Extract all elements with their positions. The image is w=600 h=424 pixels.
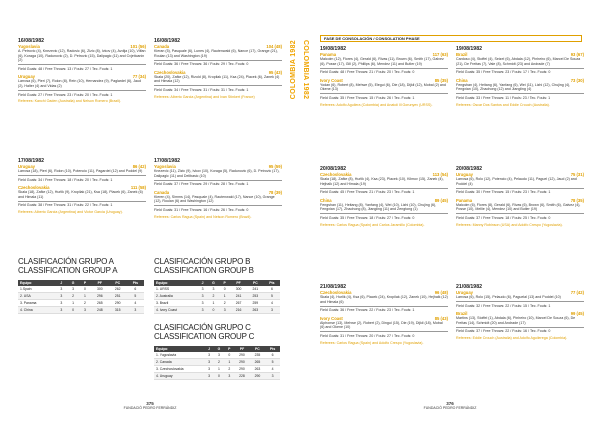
standings-title-es: CLASIFICACIÓN GRUPO B [154,257,251,266]
game-date: 20/08/1982 [320,166,346,172]
stat-cell: 5 [265,359,280,366]
divider [456,301,584,302]
stat-cell: 259 [247,300,264,307]
team-score: 101 (56) [130,44,146,49]
team-score: 96 (48) [434,290,448,295]
stat-cell: 300 [91,286,109,293]
stat-cell: 267 [230,300,247,307]
stat-cell: 3 [56,286,67,293]
stat-cell: 1 [79,293,91,300]
table-row [18,293,144,300]
stat-cell: 3 [56,300,67,307]
team-score: 89 (45) [434,197,448,203]
team-name: Canada [154,189,170,195]
divider [154,60,282,61]
footer-text: FUNDACIÓ PEDRO FERRÁNDIZ [423,406,477,410]
players-list: A. Petrovic (4), Knezevic (12), Radovic (6), Zizic (8), Ivkov (4), Avdija (10), Vilfan (6), Koraga (10), Radunovic (2), D. Petrovic (15), Dalipagic (11) and Cvjeticanin (2) [18,49,146,63]
team-name: Ivory Coast [320,77,343,83]
column-header: PC [250,346,265,352]
stat-cell: 0 [79,286,91,293]
team-cell: 2. Canada [154,359,204,366]
stat-cell: 2 [219,300,230,307]
team-name: Brazil [456,52,468,57]
team-cell: 4. Uruguay [154,373,204,380]
divider [320,68,448,69]
team-name: Panama [320,52,337,57]
field-goals: Field Goals: 35 / Free Throws: 23 / Fouls: 17 / Tec. Fouls: 0 [456,70,551,75]
divider [18,90,146,91]
referees: Referees: Manny Robinson (USA) and Adolfo Crespo (Yugoslavia). [456,222,563,227]
stat-cell: 296 [91,293,109,300]
column-header: J [197,280,207,286]
team-score: 77 (34) [132,74,146,80]
field-goals: Field Goals: 34 / Free Throws: 31 / Fouls: 31 / Tec. Fouls: 1 [154,87,249,92]
team-score: 93 (67) [570,52,584,57]
game-date: 16/08/1982 [154,38,180,44]
column-header: J [56,280,67,286]
stat-cell: 290 [234,359,249,366]
column-header: Equipo [18,280,56,286]
field-goals: Field Goals: 31 / Free Throws: 16 / Fouls: 26 / Tec. Fouls: 0 [154,207,249,212]
stat-cell: 216 [230,307,247,314]
standings-table [18,280,144,314]
divider [320,188,448,189]
stat-cell: 5 [264,293,280,300]
referees: Referees: Kanchi Oaden (Australia) and Nelson Romero (Brazil). [18,99,122,104]
table-row [154,293,280,300]
team-name: Czechoslovakia [320,172,352,177]
players-list: Larrosa (6), Pieri (7), Rolon (8), Rein (10), Hernandez (9), Paglardel (6), Jaud (2), Halter (4) and Vidas (2) [18,79,142,88]
right-page [300,0,600,424]
stat-cell: 5 [127,293,144,300]
game-date: 21/08/1982 [320,284,346,290]
referees: Referees: Carlos Ragua (Spain) and Nelson Romero (Brazil). [154,214,252,219]
team-score: 78 (39) [268,189,282,195]
page-footer [0,401,300,410]
team-score: 111 (58) [130,185,146,191]
team-cell: 2. Australia [154,293,197,300]
divider [18,201,146,202]
side-tab-left: COLOMBIA 1982 [290,40,297,100]
team-name: China [456,77,468,83]
field-goals: Field Goals: 38 / Free Throws: 31 / Fouls: 22 / Tec. Fouls: 1 [18,203,113,208]
stat-cell: 315 [109,307,127,314]
stat-cell: 2 [79,300,91,307]
stat-cell: 262 [109,286,127,293]
team-score: 75 (31) [570,172,584,177]
stat-cell: 3 [214,352,225,359]
game-date: 19/08/1982 [320,46,346,52]
stat-cell: 1 [224,359,234,366]
column-header: Pts [265,346,280,352]
table-row [154,300,280,307]
stat-cell: 241 [230,293,247,300]
team-score: 73 (30) [570,77,584,83]
stat-cell: 3 [204,373,213,380]
team-cell: 1.Spain [18,286,56,293]
team-name: Yugoslavia [154,164,176,169]
team-name: Czechoslovakia [320,290,352,295]
players-list: Kieran (5), Pasquale (6), Lunes (4), Rautenwald (6), Nance (17), Grange (21), Roulan (13) and Washington (19) [154,49,278,58]
column-header: P [79,280,91,286]
team-score: 85 (43) [434,315,448,321]
table-row [154,359,280,366]
divider [456,68,584,69]
stat-cell: 300 [230,286,247,293]
standings-body [18,286,144,314]
standings-body [154,286,280,314]
stat-cell: 253 [247,293,264,300]
stat-cell: 251 [109,293,127,300]
stat-cell: 0 [67,307,79,314]
standings-title-en: CLASSIFICATION GROUP A [18,265,118,275]
team-name: Uruguay [456,290,473,295]
stat-cell: 3 [56,307,67,314]
stat-cell: 6 [127,286,144,293]
column-header: G [208,280,220,286]
team-score: 99 (45) [570,311,584,317]
column-header: G [67,280,79,286]
phase-title: FASE DE CONSOLACIÓN / CONSOLATION PHASE [320,35,582,42]
stat-cell: 3 [56,293,67,300]
stat-cell: 3 [264,307,280,314]
referees: Referees: Alberto Garcia (Argentina) and Ivan Stinkert (France) [154,94,255,99]
stat-cell: 3 [265,373,280,380]
page-number: 376 [446,401,454,406]
team-cell: 3. Brazil [154,300,197,307]
game-block [456,166,584,227]
stat-cell: 3 [197,293,207,300]
field-goals: Field Goals: 34 / Free Throws: 18 / Fouls: 20 / Tec. Fouls: 1 [18,177,113,182]
stat-cell: 0 [208,307,220,314]
stat-cell: 3 [197,307,207,314]
players-list: Larrosa (6), Rolo (12), Potencio (4), Pelaudo (11), Paguel (12), Jaud (2) and Poddel (4) [456,177,577,186]
stat-cell: 4 [265,366,280,373]
table-row [154,307,280,314]
field-goals: Field Goals: 33 / Free Throws: 11 / Fouls: 23 / Tec. Fouls: 1 [456,95,551,100]
game-block [320,284,448,345]
players-list: Knezevic (11), Zizic (9), Ivkov (10), Koraga (5), Radunovic (6), D. Petrovic (17), Dalipagic (11) and Delibasic (10) [154,169,280,178]
stat-cell: 2 [224,366,234,373]
game-date: 17/08/1982 [154,158,180,164]
column-header: Pts [264,280,280,286]
column-header: Pts [127,280,144,286]
divider [154,85,282,86]
footer-text: FUNDACIÓ PEDRO FERRÁNDIZ [123,406,177,410]
stat-cell: 3 [197,286,207,293]
game-block [320,166,448,227]
column-header: PF [230,280,247,286]
players-list: Fengshan (4), Heitang (6), Yanfang (6), Wei (11), Lizhi (12), Chujing (4), Fengxian (10), Zhaohong (12) and Jiangling (4) [456,82,571,92]
team-name: Yugoslavia [18,44,40,49]
stat-cell: 290 [234,352,249,359]
standings-title [154,258,254,275]
game-date: 16/08/1982 [18,38,44,44]
game-block [18,38,146,104]
standings-table [154,280,280,314]
players-list: Skala (18), Zafke (12), Hurlik (9), Kropilak (21), Ksa (18), Placek (6), Zanek (6) and Himala (11) [18,190,143,199]
game-block [154,158,282,219]
players-list: Skala (18), Zafke (8), Hurlik (4), Ksa (23), Placek (10), Kilmov (15), Zanek (4), Hejhalk (12) and Himala (19) [320,177,444,186]
team-score: 86 (42) [132,164,146,169]
players-list: Larrosa (18), Pieri (6), Rolon (10), Potencio (11), Pagardel (12) and Poddel (9) [18,169,143,173]
stat-cell: 265 [250,359,265,366]
stat-cell: 2 [214,359,225,366]
stat-cell: 1 [67,300,79,307]
game-block [18,158,146,215]
players-list: Larrosa (6), Rolo (15), Pelaudo (6), Paguelal (13) and Poddel (10) [456,295,561,299]
standings-title-es: CLASIFICACIÓN GRUPO C [154,323,251,332]
team-name: Brazil [456,311,468,317]
field-goals: Field Goals: 36 / Free Throws: 36 / Fouls: 29 / Tec. Fouls: 0 [154,62,249,67]
divider [320,93,448,94]
divider [456,93,584,94]
divider [154,205,282,206]
team-name: Czechoslovakia [18,185,50,191]
players-list: Malcolm (12), Flores (4), Gerald (6), Rivas (11), Brown (6), Smith (17), Galvez (6), Posse (17), Gill (2), Phillips (6), Mendez (11) and Butler (19) [320,57,444,66]
stat-cell: 3 [127,307,144,314]
field-goals: Field Goals: 35 / Free Throws: 18 / Fouls: 27 / Tec. Fouls: 0 [320,215,415,220]
team-cell: 3. Czechoslovakia [154,366,204,373]
game-date: 21/08/1982 [456,284,482,290]
standings-body [154,352,280,380]
team-cell: 2. USA [18,293,56,300]
team-cell: 1. URSS [154,286,197,293]
column-header: J [204,346,213,352]
field-goals: Field Goals: 32 / Free Throws: 22 / Fouls: 15 / Tec. Fouls: 1 [456,303,551,308]
stat-cell: 241 [247,286,264,293]
column-header: Equipo [154,346,204,352]
players-list: Martins (13), Stoffel (1), Abdala (6), Pinheiro (10), Marcel De Souza (6), De Freitas (14), Schmidt (20) and Andrade (17) [456,316,576,325]
standings-table [154,346,280,380]
players-list: Skala (20), Zafke (12), Rizold (8), Kropilak (11), Ksa (24), Placek (6), Zanek (4) and Himala (12) [154,74,280,84]
divider [320,213,448,214]
team-score: 117 (63) [432,52,448,57]
game-block [154,38,282,99]
field-goals: Field Goals: 36 / Free Throws: 22 / Fouls: 23 / Tec. Fouls: 1 [320,308,415,313]
stat-cell: 6 [264,286,280,293]
team-name: Canada [154,44,170,49]
table-row [154,373,280,380]
players-list: Kieren (4), Simms (14), Pasquale (4), Rautenwald (17), Nance (10), Grange (12), Roulan (6) and Washington (12) [154,194,275,204]
stat-cell: 0 [219,286,230,293]
stat-cell: 290 [250,373,265,380]
stat-cell: 3 [224,373,234,380]
stat-cell: 4 [127,300,144,307]
table-row [18,307,144,314]
players-list: Fengshan (11), Heitang (8), Yanfang (4), Wei (10), Lizhi (10), Chujing (6), Fengxian (17), Zhaohong (8), Jiangling (11) and Zengtong (1) [320,202,437,212]
players-list: Alphonse (13), Mehwe (2), Robert (2), Dingui (15), Die (19), Dijkil (18), Mobal (6) and Okene (10) [320,320,443,330]
players-list: Cardoso (4), Stoffel (4), Seizel (6), Abdala (12), Pinheiro (6), Marcel De Souza (21), De Freitas (7), Vale (8), Schmidt (23) and Andrade (7) [456,57,581,66]
team-score: 113 (54) [432,172,448,177]
field-goals: Field Goals: 45 / Free Throws: 21 / Fouls: 23 / Tec. Fouls: 1 [320,190,415,195]
players-list: Malcolm (6), Flores (8), Gerald (6), Rivas (6), Brown (6), Smith (6), Galvez (4), Posse (10), Mellie (4), Mendez (10) and Butler (19) [456,202,581,212]
stat-cell: 228 [234,373,249,380]
stat-cell: 235 [250,352,265,359]
stat-cell: 0 [214,373,225,380]
stat-cell: 1 [214,366,225,373]
stat-cell: 3 [67,286,79,293]
referees: Referees: Carlos Ragua (Spain) and Adolfo Crespo (Yugoslavia). [320,340,424,345]
stat-cell: 3 [204,366,213,373]
divider [18,64,146,65]
game-date: 17/08/1982 [18,158,44,164]
standings-title-en: CLASSIFICATION GROUP B [154,265,254,275]
stat-cell: 6 [265,352,280,359]
field-goals: Field Goals: 31 / Free Throws: 20 / Fouls: 27 / Tec. Fouls: 0 [320,333,415,338]
team-cell: 1. Yugoslavia [154,352,204,359]
team-name: China [320,197,332,203]
divider [456,213,584,214]
column-header: G [214,346,225,352]
divider [456,188,584,189]
game-date: 19/08/1982 [456,46,482,52]
team-score: 77 (42) [570,290,584,295]
field-goals: Field Goals: 37 / Free Throws: 29 / Fouls: 28 / Tec. Fouls: 1 [154,182,249,187]
team-score: 95 (43) [268,69,282,75]
column-header: P [224,346,234,352]
team-name: Ivory Coast [320,315,343,321]
referees: Referees: Alberto Garcia (Argentina) and Victor Garcia (Uruguay). [18,209,123,214]
stat-cell: 263 [247,307,264,314]
team-score: 78 (35) [570,197,584,203]
team-name: Czechoslovakia [154,69,186,75]
stat-cell: 1 [208,300,220,307]
standings-title-en: CLASSIFICATION GROUP C [154,331,255,341]
stat-cell: 0 [224,352,234,359]
column-header: Equipo [154,280,197,286]
divider [320,306,448,307]
team-score: 85 (35) [434,77,448,83]
table-row [154,366,280,373]
stat-cell: 263 [250,366,265,373]
column-header: P [219,280,230,286]
column-header: PF [234,346,249,352]
stat-cell: 3 [219,307,230,314]
referees: Referees: Oscar Dos Santos and Eddie Crouch (Australia). [456,102,550,107]
stat-cell: 3 [204,359,213,366]
stat-cell: 3 [208,286,220,293]
stat-cell: 290 [109,300,127,307]
table-row [18,300,144,307]
team-name: Uruguay [456,172,473,177]
field-goals: Field Goals: 37 / Free Throws: 22 / Fouls: 16 / Tec. Fouls: 0 [456,329,551,334]
game-block [456,46,584,107]
stat-cell: 3 [197,300,207,307]
referees: Referees: Adolfo Aguilera (Colombia) and Anatoli Ill Gorunyev (URSS). [320,102,433,107]
game-block [456,284,584,341]
stat-cell: 248 [91,307,109,314]
field-goals: Field Goals: 48 / Free Throws: 21 / Fouls: 20 / Tec. Fouls: 0 [320,70,415,75]
team-score: 104 (48) [266,44,282,49]
team-cell: 4. Ivory Coast [154,307,197,314]
stat-cell: 290 [234,366,249,373]
team-name: Panama [456,197,473,203]
side-tab-right: COLOMBIA 1982 [302,40,309,100]
team-cell: 3. Panama [18,300,56,307]
divider [320,331,448,332]
team-name: Uruguay [18,74,35,80]
column-header: PF [91,280,109,286]
divider [154,180,282,181]
stat-cell: 4 [264,300,280,307]
field-goals: Field Goals: 27 / Free Throws: 23 / Fouls: 20 / Tec. Fouls: 1 [18,92,113,97]
referees: Referees: Carlos Ragua (Spain) and Carlos Jaramillo (Colombia). [320,222,425,227]
column-header: PC [109,280,127,286]
players-list: Skala (4), Hurlik (4), Ksa (6), Placek (24), Kropilak (12), Zanek (10), Hejhalk (12) and Himala (6) [320,295,448,304]
field-goals: Field Goals: 35 / Free Throws: 15 / Fouls: 26 / Tec. Fouls: 1 [320,95,415,100]
team-score: 95 (59) [268,164,282,169]
team-name: Uruguay [18,164,35,169]
stat-cell: 265 [91,300,109,307]
field-goals: Field Goals: 30 / Free Throws: 15 / Fouls: 23 / Tec. Fouls: 1 [456,190,551,195]
stat-cell: 2 [67,293,79,300]
standings-title [18,258,117,275]
stat-cell: 3 [204,352,213,359]
stat-cell: 3 [79,307,91,314]
standings-title-es: CLASIFICACIÓN GRUPO A [18,257,114,266]
page-number: 375 [146,401,154,406]
standings-title [154,324,254,341]
stat-cell: 2 [208,293,220,300]
stat-cell: 1 [219,293,230,300]
page-footer [300,401,600,410]
field-goals: Field Goals: 48 / Free Throws: 13 / Fouls: 27 / Tec. Fouls: 1 [18,66,113,71]
team-cell: 4. China [18,307,56,314]
game-block [320,46,448,107]
divider [456,327,584,328]
divider [18,175,146,176]
game-date: 20/08/1982 [456,166,482,172]
column-header: PC [247,280,264,286]
referees: Referees: Eddie Crouch (Australia) and Adolfo Aguilerega (Colombia). [456,335,568,340]
players-list: Yodan (6), Robert (8), Mehwe (5), Elegui (6), Die (18), Dijkil (12), Mobal (2) and Okene (13) [320,82,446,92]
field-goals: Field Goals: 37 / Free Throws: 18 / Fouls: 25 / Tec. Fouls: 0 [456,215,551,220]
